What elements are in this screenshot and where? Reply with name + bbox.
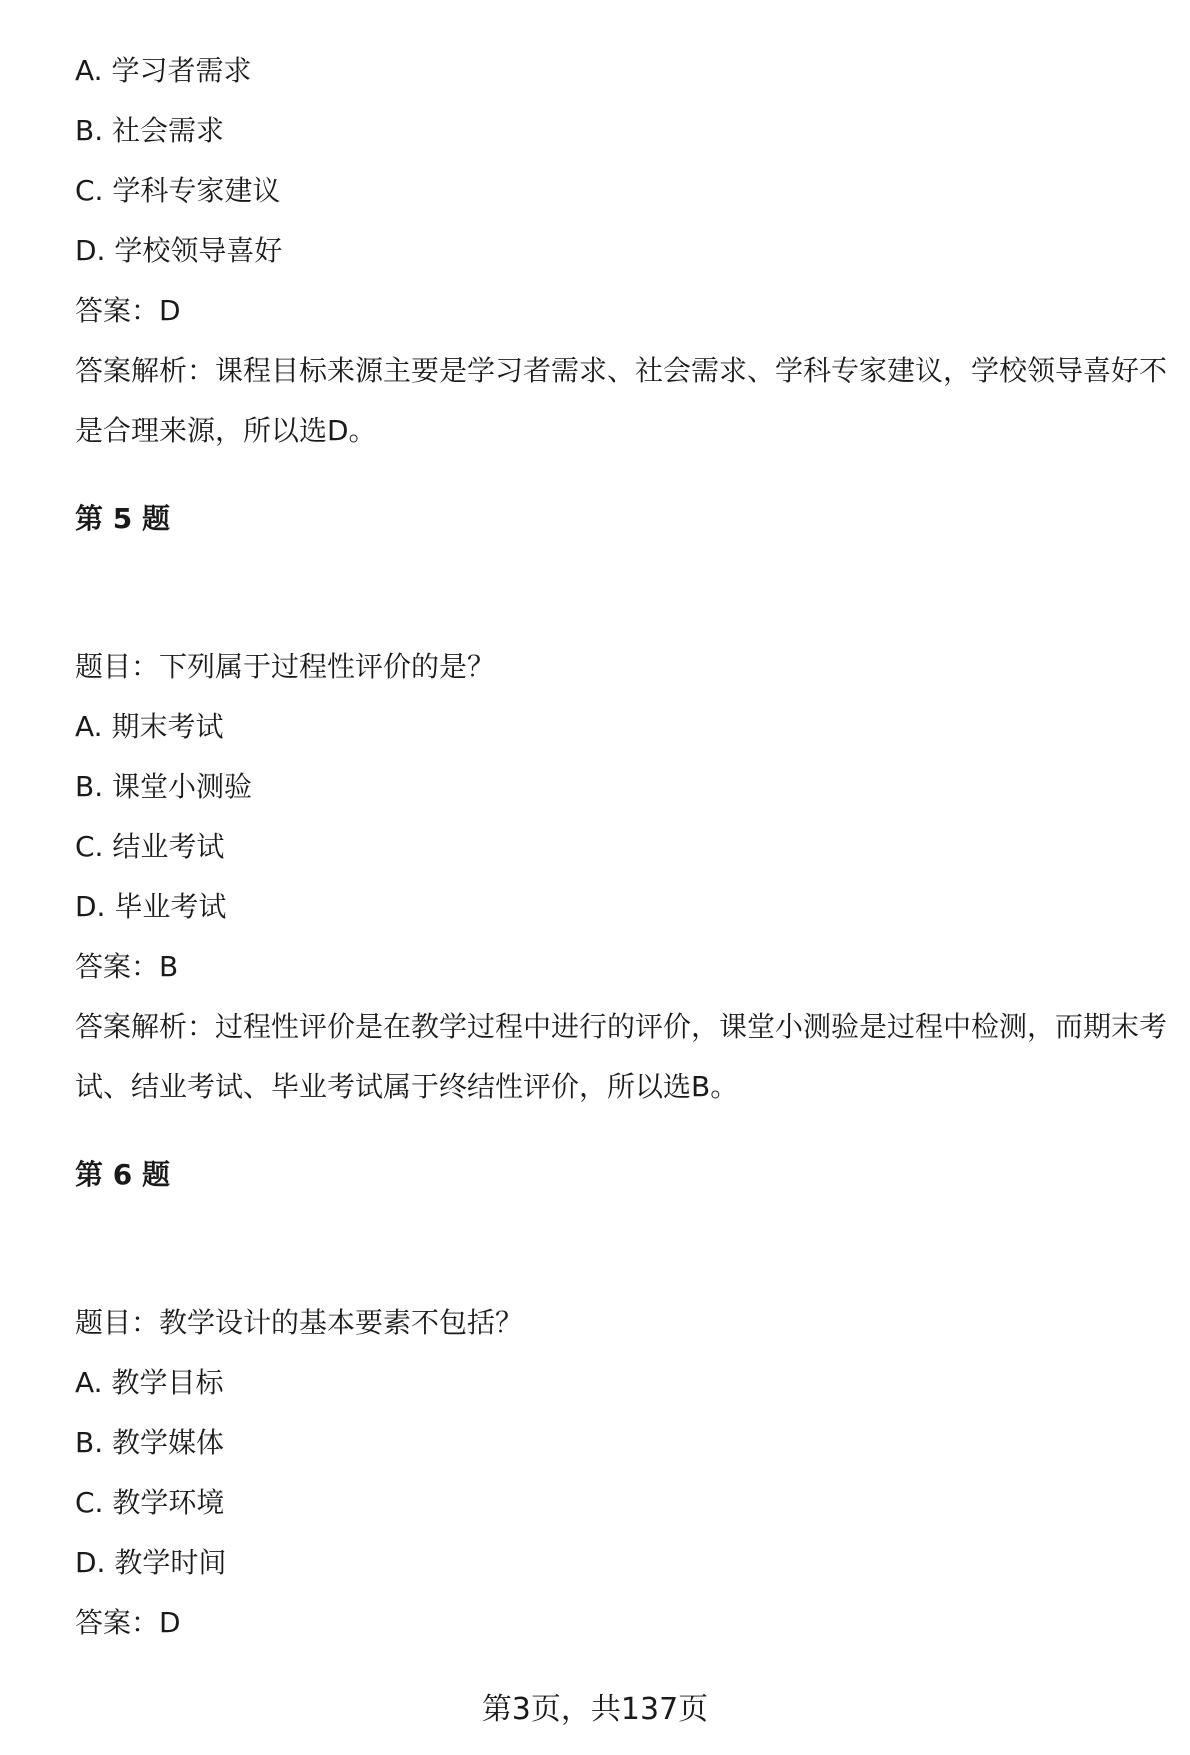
option-c: C. 学科专家建议 [75, 174, 281, 207]
question-5 [75, 489, 1170, 1117]
question-text: 题目：下列属于过程性评价的是？ [75, 650, 496, 683]
option-a: A. 教学目标 [75, 1366, 224, 1399]
option-d: D. 教学时间 [75, 1546, 227, 1579]
option-d: D. 学校领导喜好 [75, 234, 283, 267]
answer: 答案：D [75, 294, 181, 327]
option-b: B. 社会需求 [75, 114, 225, 147]
option-b: B. 课堂小测验 [75, 770, 253, 803]
answer: 答案：B [75, 950, 179, 983]
question-4-continued [75, 41, 1170, 461]
option-a: A. 期末考试 [75, 710, 224, 743]
option-d: D. 毕业考试 [75, 890, 227, 923]
answer: 答案：D [75, 1606, 181, 1639]
option-c: C. 结业考试 [75, 830, 225, 863]
document-page [75, 0, 1170, 1653]
answer-explanation: 答案解析：课程目标来源主要是学习者需求、社会需求、学科专家建议，学校领导喜好不是合理来源，所以选D。 [75, 354, 1168, 447]
option-b: B. 教学媒体 [75, 1426, 225, 1459]
question-heading: 第 6 题 [75, 1158, 170, 1191]
option-c: C. 教学环境 [75, 1486, 225, 1519]
question-6 [75, 1145, 1170, 1653]
page-footer: 第3页，共137页 [481, 1692, 709, 1727]
question-heading: 第 5 题 [75, 502, 170, 535]
option-a: A. 学习者需求 [75, 54, 252, 87]
answer-explanation: 答案解析：过程性评价是在教学过程中进行的评价，课堂小测验是过程中检测，而期末考试、结业考试、毕业考试属于终结性评价，所以选B。 [75, 1010, 1168, 1103]
question-text: 题目：教学设计的基本要素不包括？ [75, 1306, 524, 1339]
